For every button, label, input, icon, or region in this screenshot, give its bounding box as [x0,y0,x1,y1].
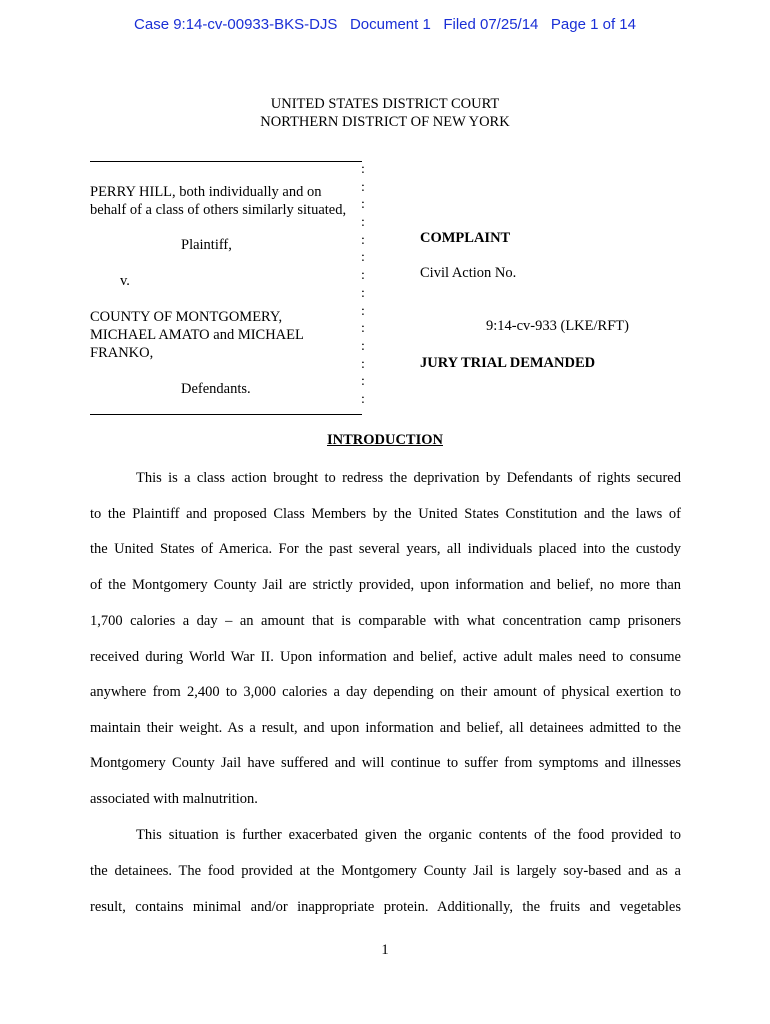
jury-demand: JURY TRIAL DEMANDED [420,355,596,371]
body-line: This is a class action brought to redress the deprivation by Defendants of rights secured [136,470,681,486]
caption-bottom-rule [90,414,362,415]
body-line: to the Plaintiff and proposed Class Members by the United States Constitution and the laws of [90,506,681,522]
body-line: associated with malnutrition. [90,791,258,807]
case-header-stamp: Case 9:14-cv-00933-BKS-DJS Document 1 Filed 07/25/14 Page 1 of 14 [134,16,636,33]
defendant-name-line1: COUNTY OF MONTGOMERY, [90,309,283,325]
caption-colon: : [361,303,365,319]
body-line: the detainees. The food provided at the Montgomery County Jail is largely soy-based and as a [90,863,681,879]
body-line: 1,700 calories a day – an amount that is comparable with what concentration camp prisoners [90,613,681,629]
caption-colon: : [361,391,365,407]
versus-label: v. [120,273,130,289]
plaintiff-description: behalf of a class of others similarly situated, [90,202,347,218]
caption-colon: : [361,285,365,301]
section-heading-introduction: INTRODUCTION [326,432,443,448]
caption-colon-column [361,161,371,409]
civil-action-label: Civil Action No. [420,265,517,281]
body-line: This situation is further exacerbated given the organic contents of the food provided to [136,827,681,843]
document-title: COMPLAINT [420,230,511,246]
page-number: 1 [381,942,389,958]
body-line: Montgomery County Jail have suffered and will continue to suffer from symptoms and illnesses [90,755,681,771]
body-line: of the Montgomery County Jail are strictly provided, upon information and belief, no more than [90,577,681,593]
defendant-name-line2: MICHAEL AMATO and MICHAEL [90,327,304,343]
caption-colon: : [361,338,365,354]
court-heading [0,95,770,131]
body-line: maintain their weight. As a result, and upon information and belief, all detainees admitted to the [90,720,681,736]
caption-colon: : [361,321,365,337]
caption-colon: : [361,250,365,266]
body-line: received during World War II. Upon information and belief, active adult males need to consume [90,649,681,665]
body-line: the United States of America. For the past several years, all individuals placed into the custody [90,541,681,557]
plaintiff-role: Plaintiff, [181,237,232,253]
caption-colon: : [361,197,365,213]
body-line: result, contains minimal and/or inappropriate protein. Additionally, the fruits and vegetables [90,899,681,915]
caption-colon: : [361,232,365,248]
defendant-role: Defendants. [181,381,251,397]
court-district: NORTHERN DISTRICT OF NEW YORK [260,114,510,130]
caption-colon: : [361,179,365,195]
caption-colon: : [361,356,365,372]
court-name: UNITED STATES DISTRICT COURT [270,96,500,112]
case-number: 9:14-cv-933 (LKE/RFT) [486,318,629,334]
caption-colon: : [361,215,365,231]
defendant-name-line3: FRANKO, [90,345,154,361]
caption-colon: : [361,374,365,390]
plaintiff-name: PERRY HILL, both individually and on [90,184,322,200]
body-line: anywhere from 2,400 to 3,000 calories a day depending on their amount of physical exertion to [90,684,681,700]
caption-top-rule [90,161,362,162]
caption-colon: : [361,268,365,284]
caption-colon: : [361,162,365,177]
